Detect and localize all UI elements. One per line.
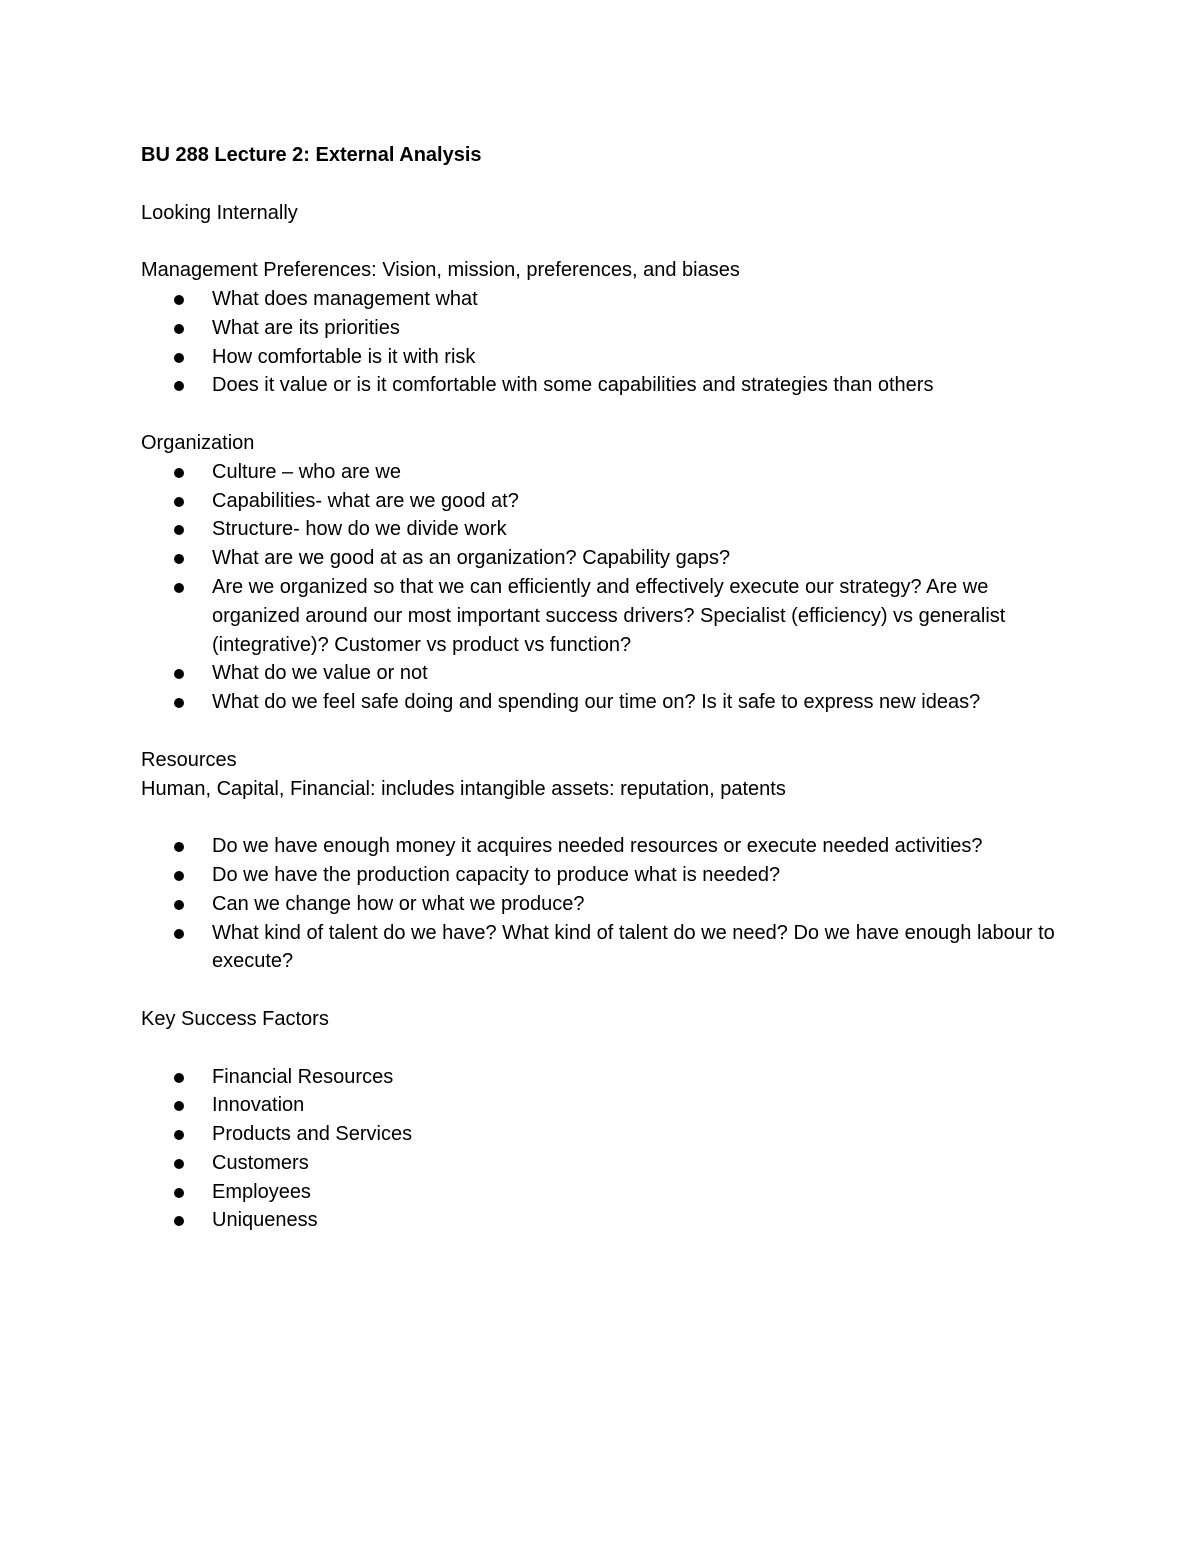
resources-list [141, 832, 1071, 976]
spacer [141, 717, 1071, 746]
spacer [141, 976, 1071, 1005]
bullet-icon [174, 353, 184, 363]
bullet-icon [174, 900, 184, 910]
list-item-text: Do we have enough money it acquires needed resources or execute needed activities? [212, 835, 983, 858]
list-item-text: What are we good at as an organization? Capability gaps? [212, 547, 731, 570]
list-item-text: Can we change how or what we produce? [212, 892, 585, 915]
bullet-icon [174, 929, 184, 939]
bullet-icon [174, 497, 184, 507]
list-item [141, 1120, 1071, 1149]
bullet-icon [174, 525, 184, 535]
document-title: BU 288 Lecture 2: External Analysis [141, 144, 482, 166]
list-item [141, 1206, 1071, 1235]
list-item-text: Does it value or is it comfortable with some capabilities and strategies than others [212, 374, 934, 397]
bullet-icon [174, 554, 184, 564]
section-heading-resources: Resources [141, 748, 237, 771]
list-item [141, 487, 1071, 516]
list-item-text: Innovation [212, 1094, 305, 1117]
spacer [141, 170, 1071, 199]
list-item-text: Are we organized so that we can efficiently and effectively execute our strategy? Are we organized around our most important success drivers? Specialist (efficiency) vs generalist (integrative)? Customer vs product vs function? [212, 575, 1006, 656]
key-success-factors-list [141, 1063, 1071, 1236]
list-item-text: How comfortable is it with risk [212, 345, 476, 368]
list-item [141, 1149, 1071, 1178]
bullet-icon [174, 468, 184, 478]
bullet-icon [174, 381, 184, 391]
list-item [141, 919, 1071, 977]
list-item [141, 688, 1071, 717]
list-item [141, 1091, 1071, 1120]
bullet-icon [174, 1159, 184, 1169]
section-heading-organization: Organization [141, 431, 255, 454]
list-item-text: What are its priorities [212, 316, 400, 339]
spacer [141, 400, 1071, 429]
spacer [141, 1034, 1071, 1063]
list-item [141, 1178, 1071, 1207]
list-item-text: What does management what [212, 287, 478, 310]
list-item [141, 573, 1071, 659]
section-looking-internally: Looking Internally [141, 201, 298, 224]
list-item [141, 515, 1071, 544]
list-item-text: Products and Services [212, 1123, 413, 1146]
list-item-text: Do we have the production capacity to produce what is needed? [212, 863, 781, 886]
bullet-icon [174, 871, 184, 881]
list-item [141, 285, 1071, 314]
section-heading-management: Management Preferences: Vision, mission, preferences, and biases [141, 259, 740, 282]
bullet-icon [174, 295, 184, 305]
spacer [141, 227, 1071, 256]
management-list [141, 285, 1071, 400]
bullet-icon [174, 1216, 184, 1226]
list-item-text: Culture – who are we [212, 460, 401, 483]
bullet-icon [174, 1101, 184, 1111]
organization-list [141, 458, 1071, 717]
list-item [141, 343, 1071, 372]
list-item-text: Financial Resources [212, 1065, 394, 1088]
bullet-icon [174, 1188, 184, 1198]
list-item-text: Uniqueness [212, 1209, 318, 1232]
list-item-text: Customers [212, 1151, 309, 1174]
list-item [141, 659, 1071, 688]
bullet-icon [174, 324, 184, 334]
bullet-icon [174, 583, 184, 593]
list-item [141, 458, 1071, 487]
list-item [141, 832, 1071, 861]
spacer [141, 803, 1071, 832]
bullet-icon [174, 1073, 184, 1083]
list-item-text: What kind of talent do we have? What kind of talent do we need? Do we have enough labour to execute? [212, 921, 1055, 973]
list-item-text: Employees [212, 1180, 311, 1203]
list-item-text: What do we value or not [212, 662, 428, 685]
bullet-icon [174, 842, 184, 852]
bullet-icon [174, 698, 184, 708]
bullet-icon [174, 1130, 184, 1140]
list-item [141, 890, 1071, 919]
section-subheading-resources: Human, Capital, Financial: includes intangible assets: reputation, patents [141, 777, 786, 800]
document-page [141, 141, 1071, 1235]
list-item [141, 371, 1071, 400]
list-item-text: What do we feel safe doing and spending our time on? Is it safe to express new ideas? [212, 691, 981, 714]
bullet-icon [174, 669, 184, 679]
list-item [141, 861, 1071, 890]
list-item-text: Capabilities- what are we good at? [212, 489, 519, 512]
list-item [141, 544, 1071, 573]
list-item [141, 1063, 1071, 1092]
list-item-text: Structure- how do we divide work [212, 518, 507, 541]
section-heading-key-success-factors: Key Success Factors [141, 1007, 329, 1030]
list-item [141, 314, 1071, 343]
